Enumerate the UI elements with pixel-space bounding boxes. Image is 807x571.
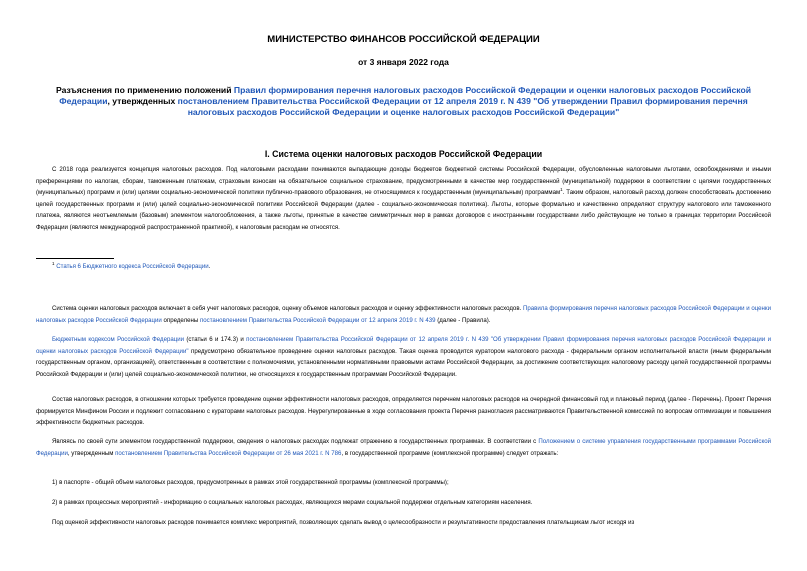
paragraph-1 [36,164,771,234]
document-date: от 3 января 2022 года [358,57,449,67]
paragraph-3 [36,334,771,380]
paragraph-8 [36,517,771,529]
resolution-786-link[interactable]: постановлением Правительства Российской Федерации от 26 мая 2021 г. N 786 [115,449,342,457]
p3-text-a: (статьи 6 и 174.3) и [184,336,247,343]
p5-text-a: Являясь по своей сути элементом государственной поддержки, сведения о налоговых расходах подлежат отражению в государственных программах. В соответствии с [52,438,539,445]
footnote [52,262,210,271]
program-management-regulation-link[interactable]: Положением о системе управления государственными программами Российской Федерации [36,438,771,457]
resolution-439-link[interactable]: постановлением Правительства Российской Федерации от 12 апреля 2019 г. N 439 "Об утверждении Правил формирования перечня налоговых расходов Российской Федерации и оценке налоговых расходов Российской Федерации" [177,96,748,117]
budget-code-article-6-link[interactable]: Статья 6 Бюджетного кодекса Российской Федерации [56,263,209,270]
explanation-mid: , утвержденных [107,96,178,106]
list-item-2 [36,497,771,509]
p2-text-a: Система оценки налоговых расходов включает в себя учет налоговых расходов, оценку объемов налоговых расходов и оценку эффективности налоговых расходов. [52,305,523,312]
budget-code-link[interactable]: Бюджетным кодексом Российской Федерации [52,336,185,343]
resolution-439-link-2[interactable]: постановлением Правительства Российской Федерации от 12 апреля 2019 г. N 439 [199,316,436,324]
paragraph-4 [36,394,771,429]
list-item-1 [36,477,771,489]
footnote-ref[interactable]: 1 [560,187,563,193]
rules-link[interactable]: Правил формирования перечня налоговых расходов Российской Федерации и оценки налоговых расходов Российской Федерации [59,85,752,106]
list-item-2-text: 2) в рамках процессных мероприятий - информацию о социальных налоговых расходах, являющихся мерами социальной поддержки отдельным категориям населения. [52,499,533,506]
footnote-mark: 1 [52,260,55,266]
list-item-1-text: 1) в паспорте - общий объем налоговых расходов, предусмотренных в рамках этой государственной программы (комплексной программы); [52,479,449,486]
p5-text-c: , в государственной программе (комплексной программе) следует отражать: [341,449,559,457]
ministry-title: МИНИСТЕРСТВО ФИНАНСОВ РОССИЙСКОЙ ФЕДЕРАЦИИ [267,34,540,45]
explanation-title [42,85,765,118]
resolution-439-link-3[interactable]: постановлением Правительства Российской Федерации от 12 апреля 2019 г. N 439 "Об утверждении Правил формирования перечня налоговых расходов Российской Федерации и оценки налоговых расходов Российской Федерации" [36,336,771,355]
p5-text-b: , утвержденным [67,449,116,457]
p1-text-a: С 2018 года реализуется концепция налоговых расходов. Под налоговыми расходами понимаются выпадающие доходы бюджетов бюджетной системы Российской Федерации, обусловленные налоговыми льготами, освобождениями и иными преференциями по налогам, сборам, таможенным платежам, страховым взносам на обязательное социальное страхование, предусмотренными в качестве мер государственной (муниципальной) поддержки в соответствии с целями государственных (муниципальных) программ и (или) целями социально-экономической политики публично-правового образования, не относящимися к государственным (муниципальным) программам [36,166,771,197]
paragraph-5 [36,436,771,459]
p2-text-c: (далее - Правила). [435,316,491,324]
p3-text-b: предусмотрено обязательное проведение оценки налоговых расходов. Такая оценка проводится куратором налогового расхода - федеральным органом исполнительной власти (иным федеральным государственным органом, организацией), ответственным в соответствии с полномочиями, установленными нормативными правовыми актами Российской Федерации, за достижение соответствующих налоговому расходу целей государственной программы Российской Федерации и (или) целей социально-экономической политики, не относящихся к государственным программам Российской Федерации. [36,347,771,378]
p8-text: Под оценкой эффективности налоговых расходов понимается комплекс мероприятий, позволяющих сделать вывод о целесообразности и результативности предоставления плательщикам льгот исходя из [52,519,635,526]
p4-text: Состав налоговых расходов, в отношении которых требуется проведение оценки эффективности налоговых расходов, определяется перечнем налоговых расходов на очередной финансовый год и плановый период (далее - Перечень). Проект Перечня формируется Минфином России и подлежит согласованию с кураторами налоговых расходов. Неурегулированные в ходе согласования проекта Перечня разногласия рассматриваются Правительственной комиссией по вопросам оптимизации и повышения эффективности бюджетных расходов. [36,396,771,427]
p2-text-b: определены [161,316,200,324]
paragraph-2 [36,303,771,326]
rules-link-2[interactable]: Правила формирования перечня налоговых расходов Российской Федерации и оценки налоговых расходов Российской Федерации [36,305,771,324]
footnote-divider [36,258,114,259]
p1-text-b: . Таким образом, налоговый расход должен способствовать достижению целей государственных программ и (или) целей социально-экономической политики Российской Федерации (далее - социально-экономическая политика). Льготы, которые формально и качественно определяют структуру налогового или таможенного платежа, являются неотъемлемым (базовым) элементом налогообложения, а также льготы, принятые в качестве симметричных мер в рамках договоров с иностранными государствами либо действующие не только в границах территории Российской Федерации (являются международной распространенной практикой), к налоговым расходам не относятся. [36,189,771,231]
footnote-end: . [208,263,211,270]
section-heading: I. Система оценки налоговых расходов Российской Федерации [264,149,543,159]
explanation-prefix: Разъяснения по применению положений [55,85,234,95]
